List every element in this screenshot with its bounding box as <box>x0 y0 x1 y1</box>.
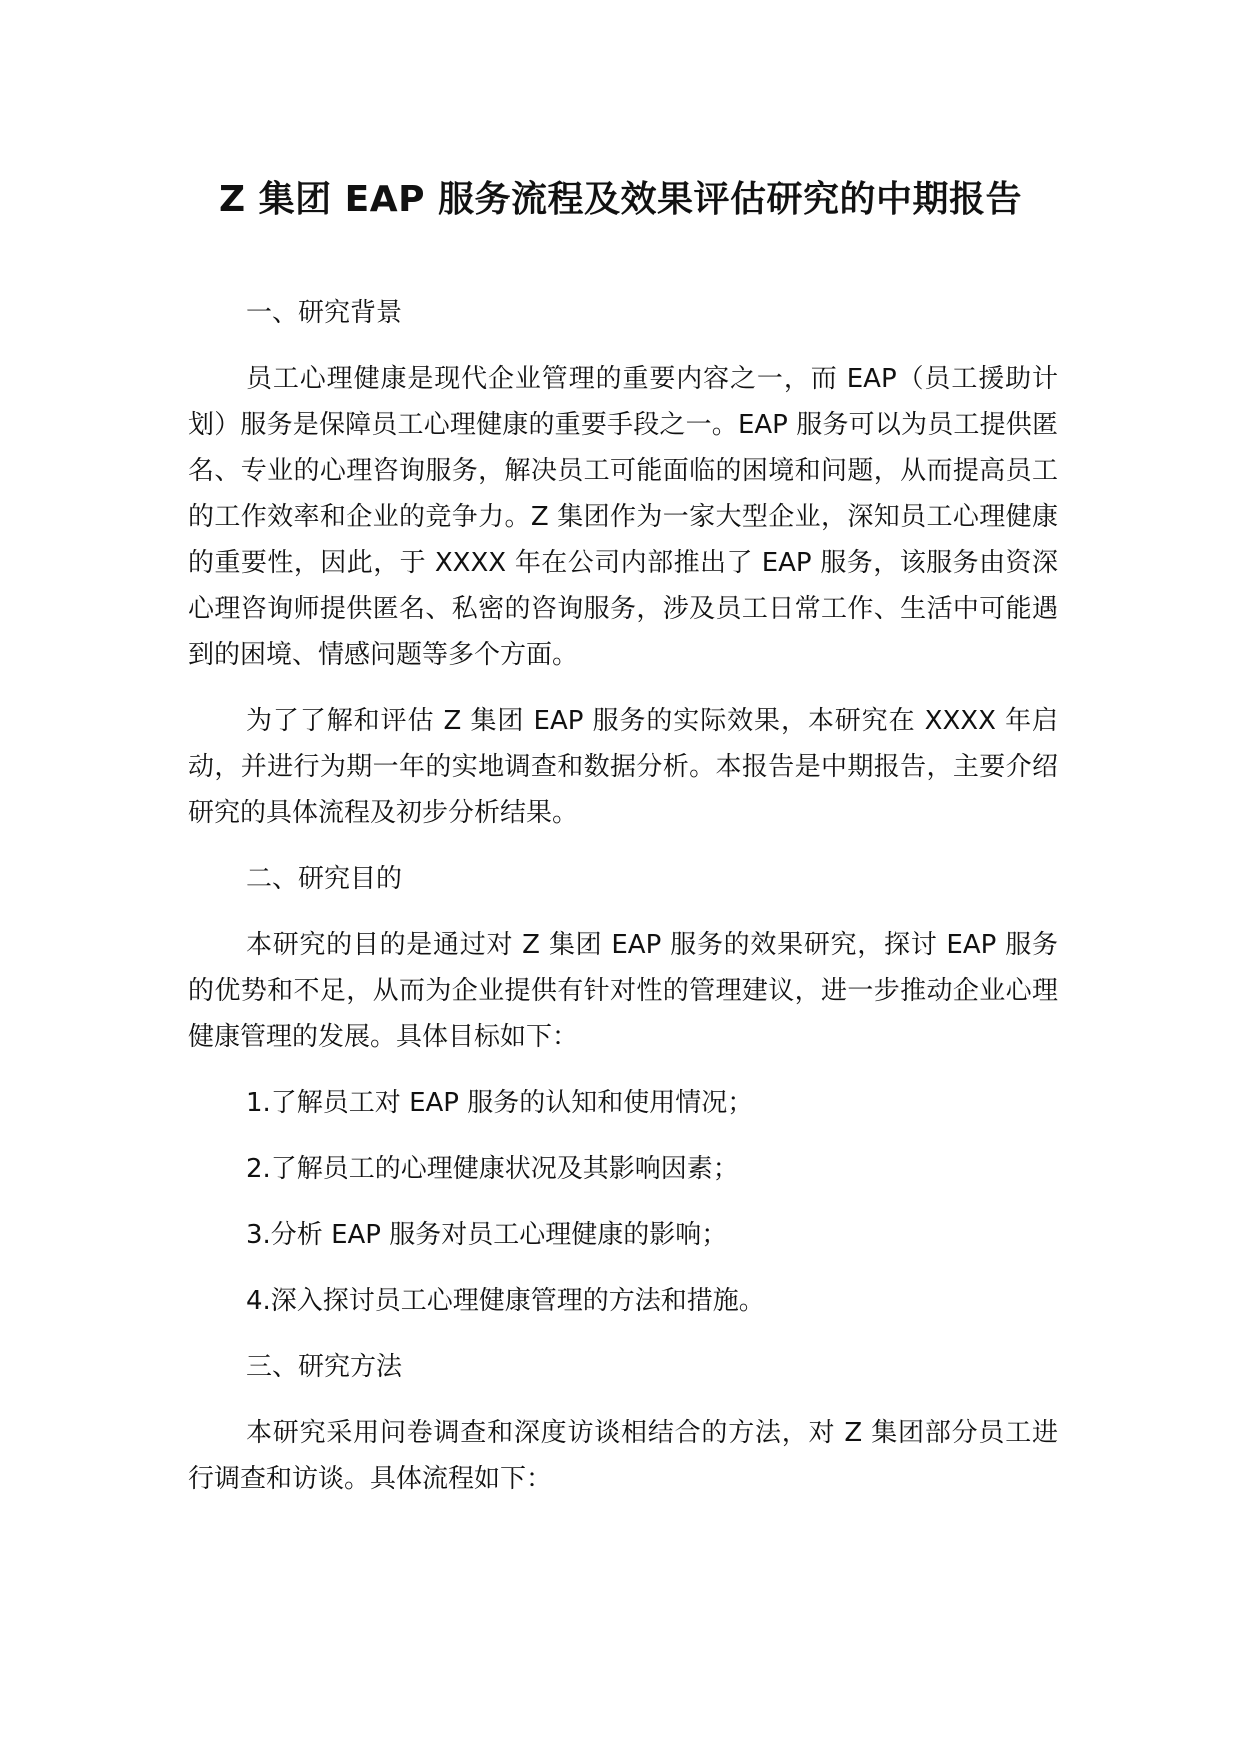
section-heading-purpose: 二、研究目的 <box>246 864 403 894</box>
purpose-intro-paragraph: 本研究的目的是通过对 Z 集团 EAP 服务的效果研究，探讨 EAP 服务的优势和不足，从而为企业提供有针对性的管理建议，进一步推动企业心理健康管理的发展。具体目标如下： <box>188 930 1058 1052</box>
background-paragraph-2: 为了了解和评估 Z 集团 EAP 服务的实际效果，本研究在 XXXX 年启动，并进行为期一年的实地调查和数据分析。本报告是中期报告，主要介绍研究的具体流程及初步分析结果。 <box>188 706 1058 828</box>
background-paragraph-1: 员工心理健康是现代企业管理的重要内容之一，而 EAP（员工援助计划）服务是保障员工心理健康的重要手段之一。EAP 服务可以为员工提供匿名、专业的心理咨询服务，解决员工可能面临的困境和问题，从而提高员工的工作效率和企业的竞争力。Z 集团作为一家大型企业，深知员工心理健康的重要性，因此，于 XXXX 年在公司内部推出了 EAP 服务，该服务由资深心理咨询师提供匿名、私密的咨询服务，涉及员工日常工作、生活中可能遇到的困境、情感问题等多个方面。 <box>188 364 1058 670</box>
method-intro-paragraph: 本研究采用问卷调查和深度访谈相结合的方法，对 Z 集团部分员工进行调查和访谈。具体流程如下： <box>188 1418 1058 1494</box>
section-heading-background: 一、研究背景 <box>246 298 403 328</box>
document-body <box>188 290 1058 1522</box>
purpose-goal-item: 4.深入探讨员工心理健康管理的方法和措施。 <box>246 1286 765 1316</box>
purpose-goal-item: 2.了解员工的心理健康状况及其影响因素； <box>246 1154 739 1184</box>
document-title: Z 集团 EAP 服务流程及效果评估研究的中期报告 <box>218 179 1023 220</box>
section-heading-method: 三、研究方法 <box>246 1352 403 1382</box>
purpose-goal-item: 3.分析 EAP 服务对员工心理健康的影响； <box>246 1220 728 1250</box>
purpose-goal-item: 1.了解员工对 EAP 服务的认知和使用情况； <box>246 1088 754 1118</box>
